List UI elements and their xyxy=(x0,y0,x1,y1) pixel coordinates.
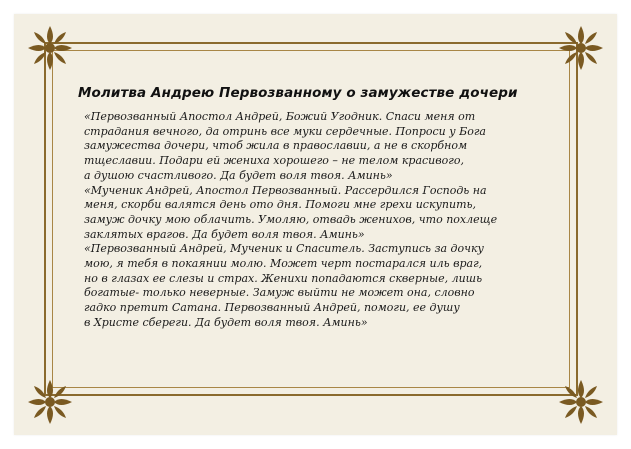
text-line: богатые- только неверные. Замуж выйти не может она, словно xyxy=(84,286,475,300)
page-title: Молитва Андрею Первозванному о замужестве дочери xyxy=(78,85,518,101)
floral-corner-icon xyxy=(553,374,609,430)
text-line: а душою счастливого. Да будет воля твоя. Аминь» xyxy=(84,168,393,182)
floral-corner-icon xyxy=(553,20,609,76)
text-line: страдания вечного, да отринь все муки сердечные. Попроси у Бога xyxy=(84,124,486,138)
prayer-text xyxy=(84,110,574,331)
text-line: в Христе сбереги. Да будет воля твоя. Аминь» xyxy=(84,315,368,329)
text-line: «Мученик Андрей, Апостол Первозванный. Рассердился Господь на xyxy=(84,183,487,197)
text-line: замуж дочку мою облачить. Умоляю, отвадь женихов, что похлеще xyxy=(84,212,498,226)
text-line: заклятых врагов. Да будет воля твоя. Аминь» xyxy=(84,227,365,241)
text-line: тщеславии. Подари ей жениха хорошего – не телом красивого, xyxy=(84,154,464,168)
text-line: мою, я тебя в покаянии молю. Может черт постарался иль враг, xyxy=(84,257,483,271)
text-line: гадко претит Сатана. Первозванный Андрей, помоги, ее душу xyxy=(84,301,460,315)
floral-corner-icon xyxy=(22,374,78,430)
text-line: «Первозванный Апостол Андрей, Божий Угодник. Спаси меня от xyxy=(84,110,476,123)
floral-corner-icon xyxy=(22,20,78,76)
text-line: замужества дочери, чтоб жила в православии, а не в скорбном xyxy=(84,139,468,153)
text-line: «Первозванный Андрей, Мученик и Спаситель. Заступись за дочку xyxy=(84,242,484,256)
text-line: но в глазах ее слезы и страх. Женихи попадаются скверные, лишь xyxy=(84,271,483,285)
text-line: меня, скорби валятся день ото дня. Помоги мне грехи искупить, xyxy=(84,198,476,212)
